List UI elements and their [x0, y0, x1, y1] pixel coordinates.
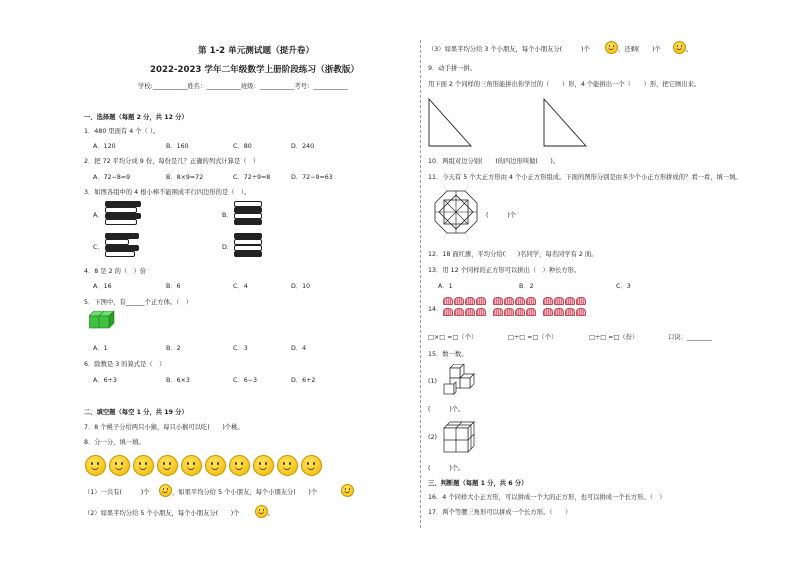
q15-part1-label: (1) [428, 378, 437, 385]
smiley-icon [229, 455, 250, 476]
question-1: 1．480 里面有 4 个（ ）。 [84, 128, 160, 135]
student-info-line: 学校:___________姓名：___________班级：___________考号：___________ [138, 83, 348, 90]
option: B．6×3 [166, 377, 190, 384]
column-divider [420, 40, 421, 528]
option: C．4 [233, 283, 248, 290]
option: C．3 [233, 345, 248, 352]
shell-icon [543, 308, 553, 316]
page-subtitle: 2022-2023 学年二年级数学上册阶段练习（浙教版） [150, 65, 360, 75]
smiley-icon [277, 455, 298, 476]
shell-icon [493, 297, 503, 305]
question-12: 12．18 面红旗，平均分给( )名同学，每名同学有 2 面。 [428, 251, 598, 258]
shell-group [493, 308, 537, 318]
option: B．2 [519, 283, 534, 290]
question-6: 6．除数是 3 的算式是（ ） [84, 361, 166, 368]
q15-part2-label: (2) [428, 434, 437, 441]
q8-part3-text-b: ，还剩( )个 [618, 46, 661, 53]
question-11: 11．今天有 5 个大正方形由 4 个小正方形组成。下面的图形分别是由多少个小正方形拼成的？看一看，填一填。 [428, 174, 742, 181]
shell-icon [515, 308, 525, 316]
q14-equation-multiply[interactable]: □×□ =□（个） [428, 334, 478, 341]
shell-icon [443, 297, 453, 305]
option: D．4 [291, 345, 307, 352]
option: D．10 [291, 283, 311, 290]
option: A．16 [93, 283, 112, 290]
shell-icon [554, 297, 564, 305]
option: B． [222, 212, 233, 219]
smiley-icon [301, 455, 322, 476]
shell-icon [454, 297, 464, 305]
q15-part1-blank[interactable]: ( )个。 [428, 406, 465, 413]
question-4: 4．8 是 2 的（ ）倍 [84, 268, 147, 275]
question-14: 14． [428, 306, 443, 313]
option: A．1 [438, 283, 453, 290]
q14-equation-divide-share[interactable]: □÷□ =□（份） [589, 334, 639, 341]
option: B．160 [166, 143, 189, 150]
option: A．120 [93, 143, 116, 150]
shell-icon [443, 308, 453, 316]
shell-icon [476, 308, 486, 316]
smiley-icon [253, 455, 274, 476]
smiley-icon [159, 484, 172, 497]
option: C．3 [616, 283, 631, 290]
q11-answer-blank[interactable]: ( )个 [486, 212, 517, 219]
smiley-icon [205, 455, 226, 476]
question-15: 15．数一数。 [428, 351, 468, 358]
question-17: 17．两个等腰三角形可以拼成一个长方形。（ ） [428, 509, 572, 516]
shell-icon [554, 308, 564, 316]
option: D． [222, 244, 234, 251]
option: A．1 [93, 345, 108, 352]
shell-icon [454, 308, 464, 316]
shell-icon [465, 308, 475, 316]
smiley-icon [133, 455, 154, 476]
q8-part1-text-a: （1）一共有( )个 [84, 489, 150, 496]
question-2: 2．把 72 平均分成 9 份，每份是几？正确的列式计算是（ ） [84, 158, 260, 165]
smiley-icon [255, 505, 268, 518]
cube-icon [89, 311, 115, 329]
q8-part3-text-a: （3）如果平均分给 3 个小朋友，每个小朋友分( )个 [428, 46, 590, 53]
smiley-icon [157, 455, 178, 476]
shell-group [543, 308, 587, 318]
shell-icon [565, 297, 575, 305]
question-3: 3．如图各组中的 4 根小棒不能围成平行四边形的是（ ）。 [84, 189, 251, 196]
option: C． [93, 244, 104, 251]
section-fill-heading: 二、填空题（每空 1 分，共 19 分） [84, 409, 188, 416]
section-judge-heading: 三、判断题（每题 1 分，共 6 分） [428, 480, 528, 487]
question-10: 10．两组对边分别( )的四边形叫做( )。 [428, 158, 560, 165]
smiley-icon [341, 484, 354, 497]
smiley-icon [673, 41, 686, 54]
shell-icon [476, 297, 486, 305]
shell-icon [504, 308, 514, 316]
shell-icon [565, 308, 575, 316]
shell-group [493, 297, 537, 307]
smiley-icon [605, 41, 618, 54]
q14-mnemonic-blank[interactable]: 口诀：________ [668, 334, 713, 341]
smiley-icon [109, 455, 130, 476]
question-13: 13．用 12 个同样的正方形可以拼出（ ）种长方形。 [428, 267, 581, 274]
option: B．6 [166, 283, 181, 290]
triangle-figure [543, 98, 587, 148]
page-title: 第 1-2 单元测试题（提升卷） [198, 46, 315, 56]
q8-part2-text-a: （2）如果平均分给 5 个小朋友，每个小朋友分( )个 [84, 510, 240, 517]
shell-group [543, 297, 587, 307]
cube-stack-figure [442, 364, 476, 398]
q8-part1-text-b: ，如果平均分给 5 个小朋友，每个小朋友分( )个 [172, 489, 318, 496]
option: C．6−3 [233, 377, 257, 384]
question-16: 16．4 个同样大小正方形，可以拼成一个大的正方形，也可以拼成一个长方形。（ ） [428, 494, 666, 501]
option: D．6+2 [291, 377, 316, 384]
question-7: 7．8 个桃子分给两只小猴，每只小猴可以吃( )个桃。 [84, 424, 244, 431]
shell-icon [576, 297, 586, 305]
q8-part2-text-b: 。 [268, 510, 275, 517]
shell-icon [465, 297, 475, 305]
shell-group [443, 308, 487, 318]
option: A．72−8=9 [93, 174, 131, 181]
q8-part3-text-c: 。 [686, 46, 693, 53]
smiley-icon [181, 455, 202, 476]
option: B．2 [166, 345, 181, 352]
shell-icon [515, 297, 525, 305]
option: C．80 [233, 143, 252, 150]
shell-icon [526, 297, 536, 305]
option: A． [93, 212, 104, 219]
option: C．72÷9=8 [233, 174, 271, 181]
option: D．72−9=63 [291, 174, 333, 181]
octagon-figure [434, 190, 478, 234]
smiley-icon [85, 455, 106, 476]
shell-icon [504, 297, 514, 305]
question-5: 5．下图中，有______个正方体。（ ） [84, 299, 192, 306]
question-9: 9．动手拼一拼。 [428, 65, 477, 72]
q14-equation-divide-count[interactable]: □÷□ =□（个） [508, 334, 558, 341]
shell-icon [576, 308, 586, 316]
section-choice-heading: 一、选择题（每题 2 分，共 12 分） [84, 114, 188, 121]
q15-part2-blank[interactable]: ( )个。 [428, 465, 465, 472]
shell-icon [543, 297, 553, 305]
option: B．8×9=72 [166, 174, 204, 181]
option: A．6÷3 [93, 377, 117, 384]
cube-stack-figure [442, 420, 476, 454]
question-8: 8．分一分，填一填。 [84, 439, 145, 446]
shell-icon [526, 308, 536, 316]
shell-group [443, 297, 487, 307]
question-9-text: 用下面 2 个同样的三角形能拼出你学过的（ ）形，4 个能拼出一个（ ）形，把它画出来。 [428, 81, 701, 88]
triangle-figure [428, 98, 472, 148]
option: D．240 [291, 143, 315, 150]
shell-icon [493, 308, 503, 316]
